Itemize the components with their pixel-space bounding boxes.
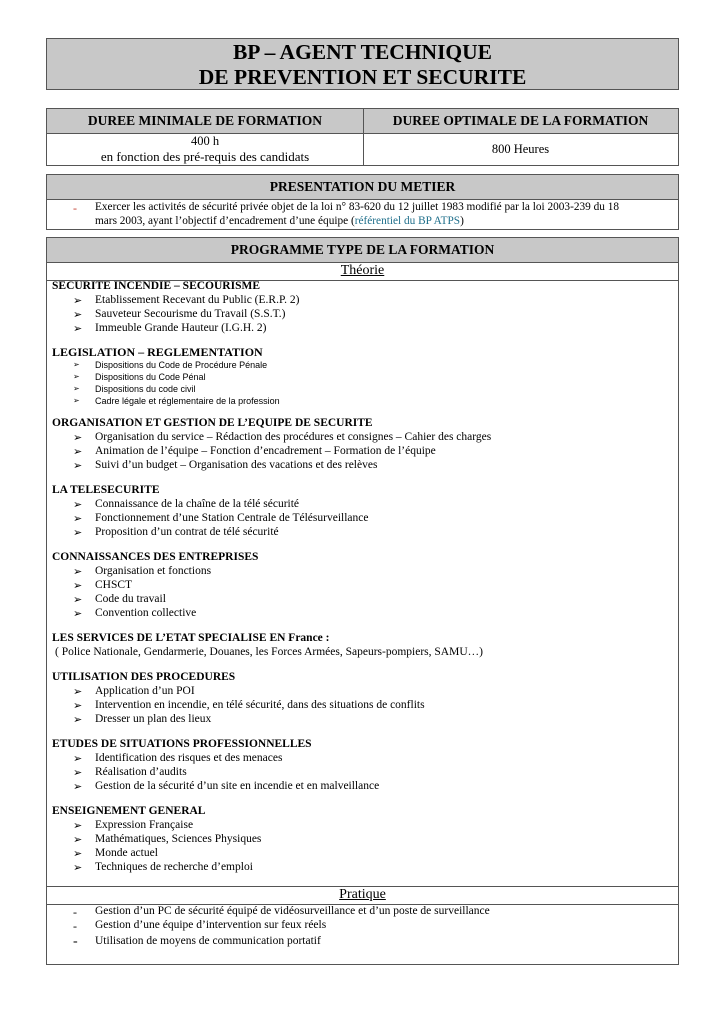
bullet-icon: ➢ [73, 360, 80, 369]
list-item: Organisation et fonctions [95, 565, 212, 577]
group-title-organisation: ORGANISATION ET GESTION DE L’EQUIPE DE SECURITE [52, 417, 373, 429]
list-item: Réalisation d’audits [95, 766, 187, 778]
group-title-etudes: ETUDES DE SITUATIONS PROFESSIONNELLES [52, 738, 312, 750]
bullet-icon: ➢ [73, 848, 83, 860]
bullet-icon: ➢ [73, 499, 83, 511]
presentation-text-2: mars 2003, ayant l’objectif d’encadrement d’une équipe (référentiel du BP ATPS) [95, 215, 464, 227]
bullet-icon: ➢ [73, 862, 83, 874]
group-title-legislation: LEGISLATION – REGLEMENTATION [52, 345, 263, 359]
list-item: Suivi d’un budget – Organisation des vacations et des relèves [95, 459, 378, 471]
list-item: Mathématiques, Sciences Physiques [95, 833, 262, 845]
theorie-heading: Théorie [340, 263, 385, 278]
bullet-icon: ➢ [73, 834, 83, 846]
duration-table [46, 108, 679, 166]
list-item: Utilisation de moyens de communication portatif [95, 935, 321, 947]
bullet-icon: ➢ [73, 527, 83, 539]
dash-bullet: - [73, 919, 77, 933]
title-line-1: BP – AGENT TECHNIQUE [232, 40, 493, 64]
opt-duration-value: 800 Heures [491, 142, 550, 156]
bullet-icon: ➢ [73, 323, 83, 335]
list-item: Gestion d’une équipe d’intervention sur feux réels [95, 919, 327, 931]
bullet-icon: ➢ [73, 460, 83, 472]
bullet-icon: ➢ [73, 767, 83, 779]
bullet-icon: ➢ [73, 714, 83, 726]
group-title-services-etat: LES SERVICES DE L’ETAT SPECIALISE EN France : [52, 632, 330, 644]
list-item: Cadre légale et réglementaire de la profession [95, 396, 280, 406]
bullet-icon: ➢ [73, 295, 83, 307]
list-item: Convention collective [95, 607, 197, 619]
title-line-2: DE PREVENTION ET SECURITE [198, 65, 527, 89]
presentation-section [46, 174, 679, 230]
bullet-icon: ➢ [73, 686, 83, 698]
bullet-icon: ➢ [73, 566, 83, 578]
programme-section [46, 237, 679, 965]
bullet-icon: ➢ [73, 781, 83, 793]
bullet-icon: ➢ [73, 384, 80, 393]
group-title-securite-incendie: SECURITE INCENDIE – SECOURISME [52, 280, 261, 292]
list-item: Dispositions du Code de Procédure Pénale [95, 360, 268, 370]
list-item: Gestion d’un PC de sécurité équipé de vidéosurveillance et d’un poste de surveillance [95, 905, 490, 917]
programme-header: PROGRAMME TYPE DE LA FORMATION [47, 238, 678, 263]
group-title-entreprises: CONNAISSANCES DES ENTREPRISES [52, 551, 259, 563]
min-duration-note: en fonction des pré-requis des candidats [100, 149, 310, 164]
bullet-icon: ➢ [73, 513, 83, 525]
dash-bullet: - [73, 905, 77, 919]
bullet-icon: ➢ [73, 580, 83, 592]
list-item: Immeuble Grande Hauteur (I.G.H. 2) [95, 322, 267, 334]
list-item: Animation de l’équipe – Fonction d’encadrement – Formation de l’équipe [95, 445, 436, 457]
dash-bullet: - [73, 934, 78, 949]
presentation-dash: - [73, 201, 77, 215]
list-item: Dispositions du code civil [95, 384, 196, 394]
bullet-icon: ➢ [73, 608, 83, 620]
min-duration-hours: 400 h [190, 134, 220, 148]
list-item: Dresser un plan des lieux [95, 713, 212, 725]
bullet-icon: ➢ [73, 432, 83, 444]
pratique-heading: Pratique [339, 887, 386, 902]
min-duration-header: DUREE MINIMALE DE FORMATION [47, 109, 363, 134]
list-item: Expression Française [95, 819, 194, 831]
min-duration-value [47, 133, 363, 167]
list-item: Dispositions du Code Pénal [95, 372, 206, 382]
list-item: Organisation du service – Rédaction des procédures et consignes – Cahier des charges [95, 431, 492, 443]
bullet-icon: ➢ [73, 820, 83, 832]
list-item: Intervention en incendie, en télé sécurité, dans des situations de conflits [95, 699, 425, 711]
list-item: CHSCT [95, 579, 133, 591]
list-item: Connaissance de la chaîne de la télé sécurité [95, 498, 300, 510]
list-item: Identification des risques et des menaces [95, 752, 283, 764]
bullet-icon: ➢ [73, 700, 83, 712]
list-item: Gestion de la sécurité d’un site en incendie et en malveillance [95, 780, 380, 792]
bullet-icon: ➢ [73, 446, 83, 458]
bullet-icon: ➢ [73, 753, 83, 765]
list-item: Techniques de recherche d’emploi [95, 861, 253, 873]
bullet-icon: ➢ [73, 372, 80, 381]
presentation-text-1: Exercer les activités de sécurité privée objet de la loi n° 83-620 du 12 juillet 1983 modifié par la loi 2003-239 du 18 [95, 201, 620, 213]
presentation-header: PRESENTATION DU METIER [47, 175, 678, 200]
document-title [46, 38, 679, 90]
opt-duration-header: DUREE OPTIMALE DE LA FORMATION [363, 109, 678, 134]
bullet-icon: ➢ [73, 594, 83, 606]
list-item: Monde actuel [95, 847, 158, 859]
group-title-enseignement: ENSEIGNEMENT GENERAL [52, 805, 206, 817]
list-item: Application d’un POI [95, 685, 195, 697]
referentiel-link[interactable]: référentiel du BP ATPS [354, 215, 461, 227]
bullet-icon: ➢ [73, 309, 83, 321]
list-item: Sauveteur Secourisme du Travail (S.S.T.) [95, 308, 286, 320]
group-title-procedures: UTILISATION DES PROCEDURES [52, 671, 236, 683]
list-item: Code du travail [95, 593, 166, 605]
list-item: ( Police Nationale, Gendarmerie, Douanes, les Forces Armées, Sapeurs-pompiers, SAMU…) [55, 646, 483, 658]
bullet-icon: ➢ [73, 396, 80, 405]
group-title-telesecurite: LA TELESECURITE [52, 484, 160, 496]
list-item: Proposition d’un contrat de télé sécurité [95, 526, 279, 538]
list-item: Fonctionnement d’une Station Centrale de Télésurveillance [95, 512, 369, 524]
list-item: Etablissement Recevant du Public (E.R.P. 2) [95, 294, 300, 306]
